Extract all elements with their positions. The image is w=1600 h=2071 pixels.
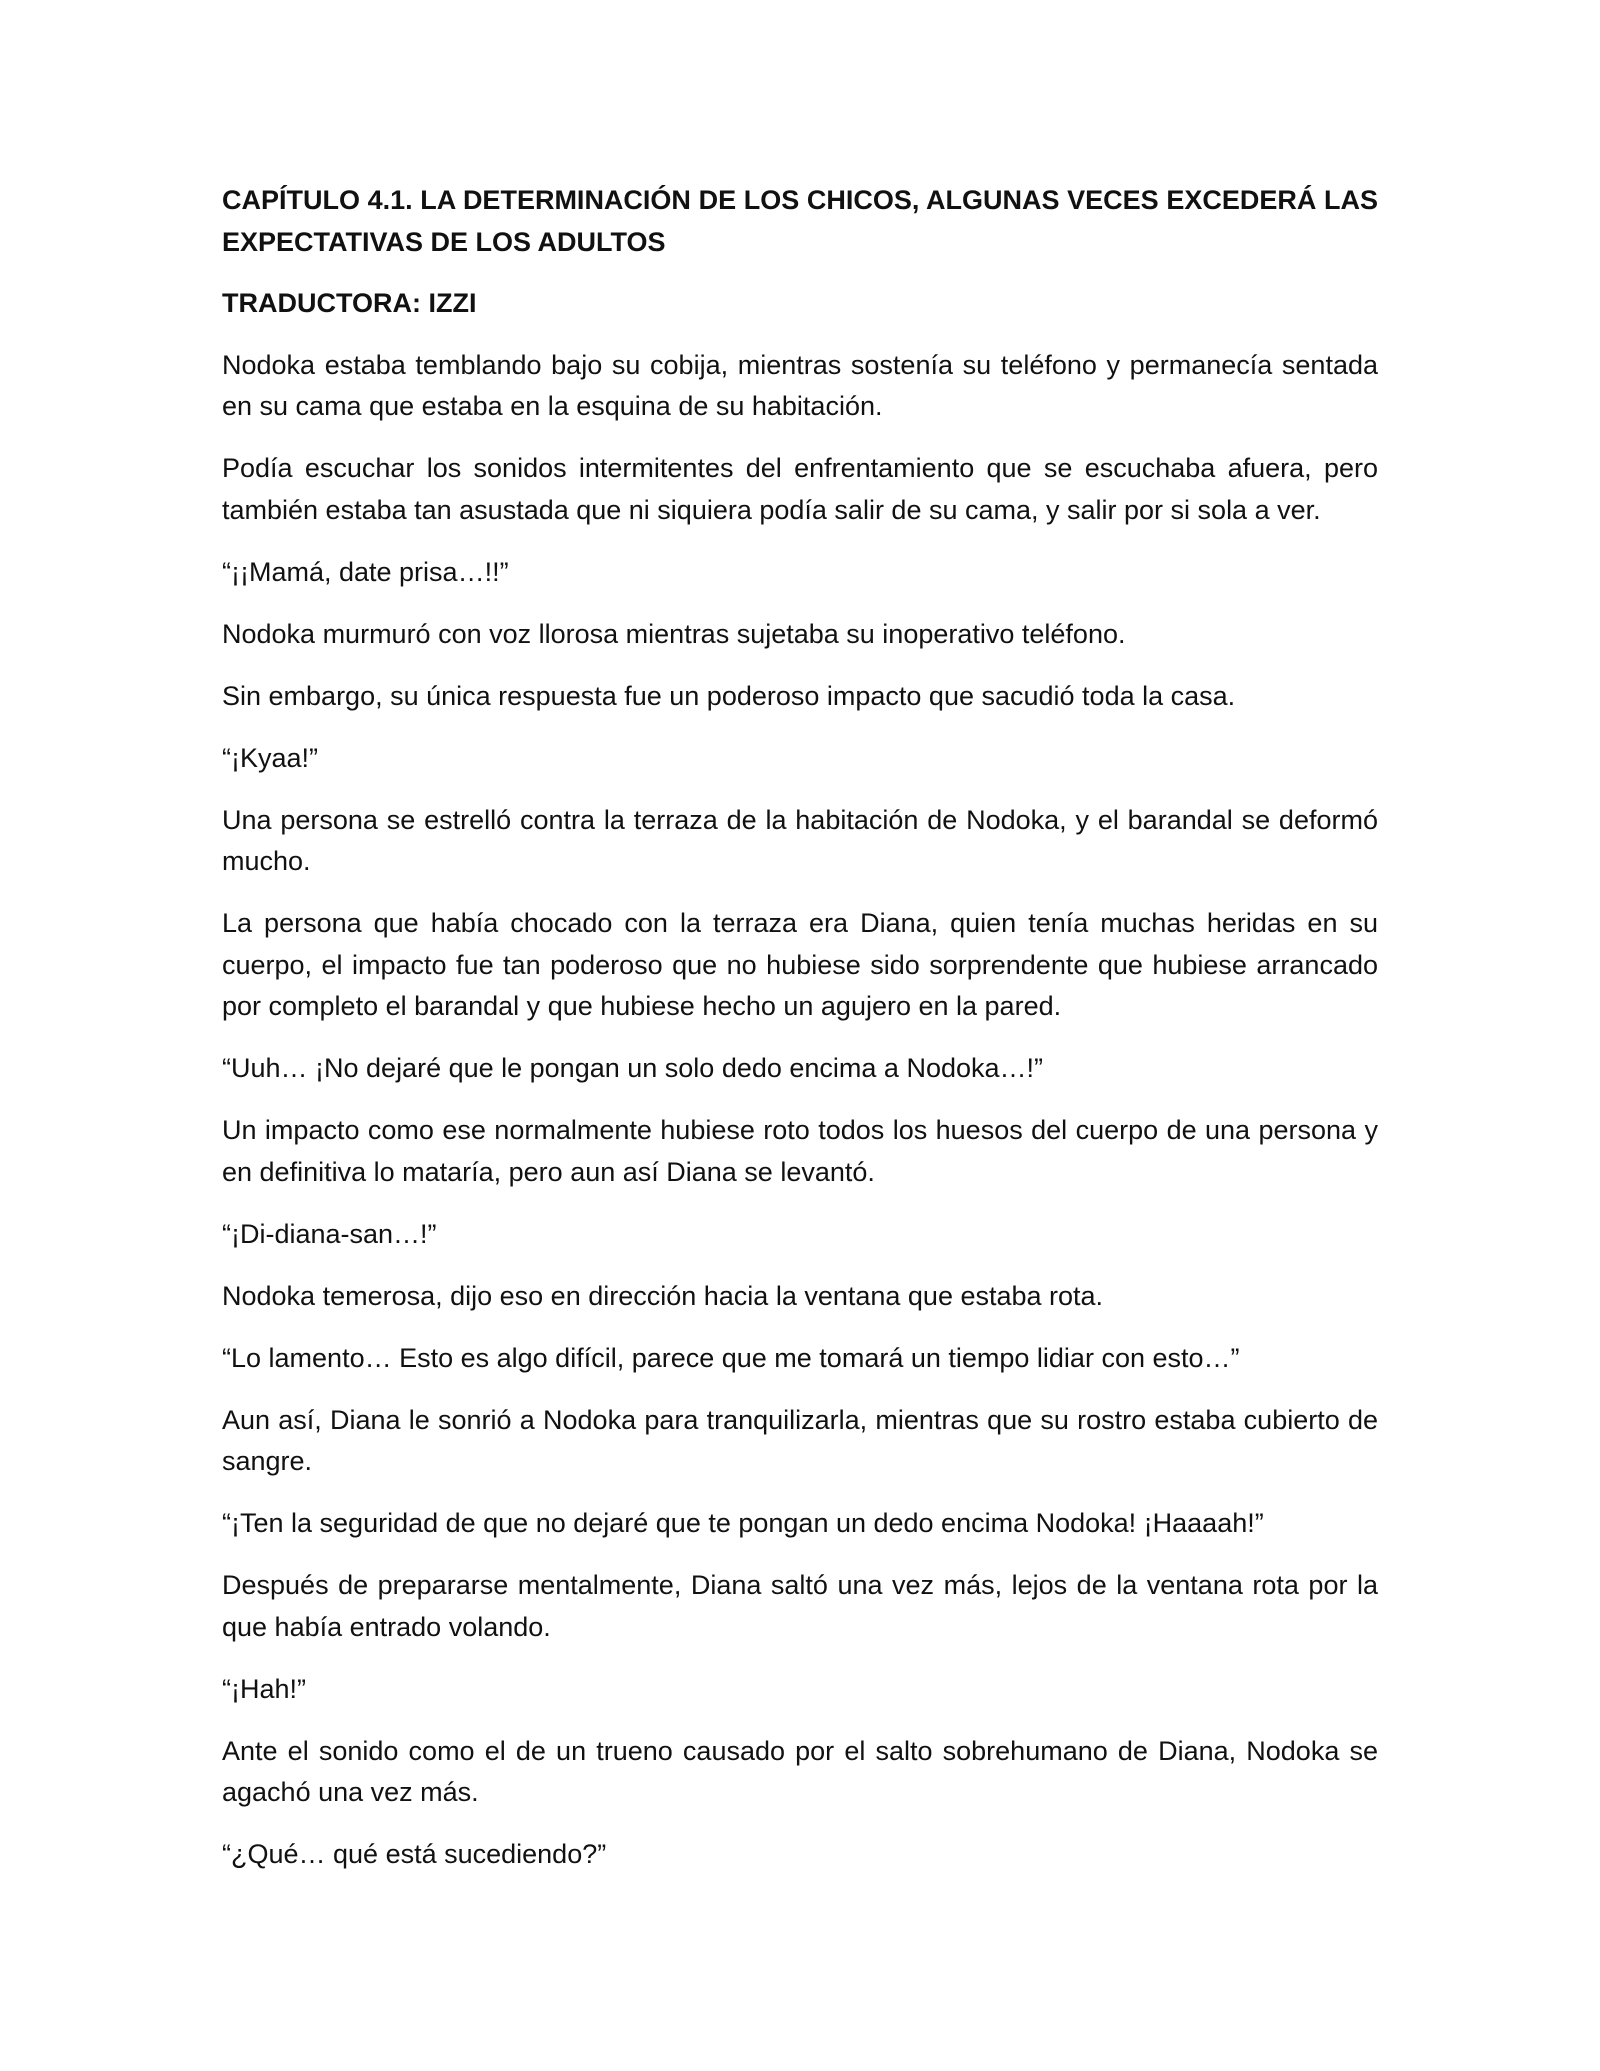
paragraph: Podía escuchar los sonidos intermitentes del enfrentamiento que se escuchaba afuera, pero también estaba tan asustada que ni siquiera podía salir de su cama, y salir por si sola a ver. [222, 453, 1378, 525]
dialogue-line: “¡Ten la seguridad de que no dejaré que te pongan un dedo encima Nodoka! ¡Haaaah!” [222, 1508, 1264, 1538]
dialogue-line: “¡Hah!” [222, 1673, 307, 1704]
paragraph: Nodoka estaba temblando bajo su cobija, mientras sostenía su teléfono y permanecía sentada en su cama que estaba en la esquina de su habitación. [222, 349, 1378, 421]
dialogue-line: “Uuh… ¡No dejaré que le pongan un solo dedo encima a Nodoka…!” [222, 1053, 1043, 1083]
document-page [222, 180, 1378, 1896]
paragraph: Una persona se estrelló contra la terraza de la habitación de Nodoka, y el barandal se deformó mucho. [222, 804, 1378, 876]
paragraph: Aun así, Diana le sonrió a Nodoka para tranquilizarla, mientras que su rostro estaba cubierto de sangre. [222, 1404, 1378, 1476]
paragraph: Ante el sonido como el de un trueno causado por el salto sobrehumano de Diana, Nodoka se agachó una vez más. [222, 1735, 1378, 1807]
dialogue-line: “¡¡Mamá, date prisa…!!” [222, 556, 509, 587]
paragraph: Nodoka temerosa, dijo eso en dirección hacia la ventana que estaba rota. [222, 1280, 1104, 1311]
dialogue-line: “¡Kyaa!” [222, 742, 319, 773]
chapter-title: CAPÍTULO 4.1. LA DETERMINACIÓN DE LOS CHICOS, ALGUNAS VECES EXCEDERÁ LAS EXPECTATIVAS DE LOS ADULTOS [222, 185, 1378, 257]
dialogue-line: “¿Qué… qué está sucediendo?” [222, 1839, 607, 1869]
paragraph: Un impacto como ese normalmente hubiese roto todos los huesos del cuerpo de una persona y en definitiva lo mataría, pero aun así Diana se levantó. [222, 1115, 1378, 1187]
dialogue-line: “¡Di-diana-san…!” [222, 1218, 437, 1249]
story-body [222, 345, 1378, 1876]
paragraph: Después de prepararse mentalmente, Diana saltó una vez más, lejos de la ventana rota por la que había entrado volando. [222, 1570, 1378, 1642]
translator-credit: TRADUCTORA: IZZI [222, 288, 477, 318]
paragraph: Sin embargo, su única respuesta fue un poderoso impacto que sacudió toda la casa. [222, 680, 1236, 711]
dialogue-line: “Lo lamento… Esto es algo difícil, parece que me tomará un tiempo lidiar con esto…” [222, 1342, 1240, 1373]
paragraph: La persona que había chocado con la terraza era Diana, quien tenía muchas heridas en su cuerpo, el impacto fue tan poderoso que no hubiese sido sorprendente que hubiese arrancado por completo el barandal y que hubiese hecho un agujero en la pared. [222, 908, 1378, 1021]
paragraph: Nodoka murmuró con voz llorosa mientras sujetaba su inoperativo teléfono. [222, 618, 1126, 649]
